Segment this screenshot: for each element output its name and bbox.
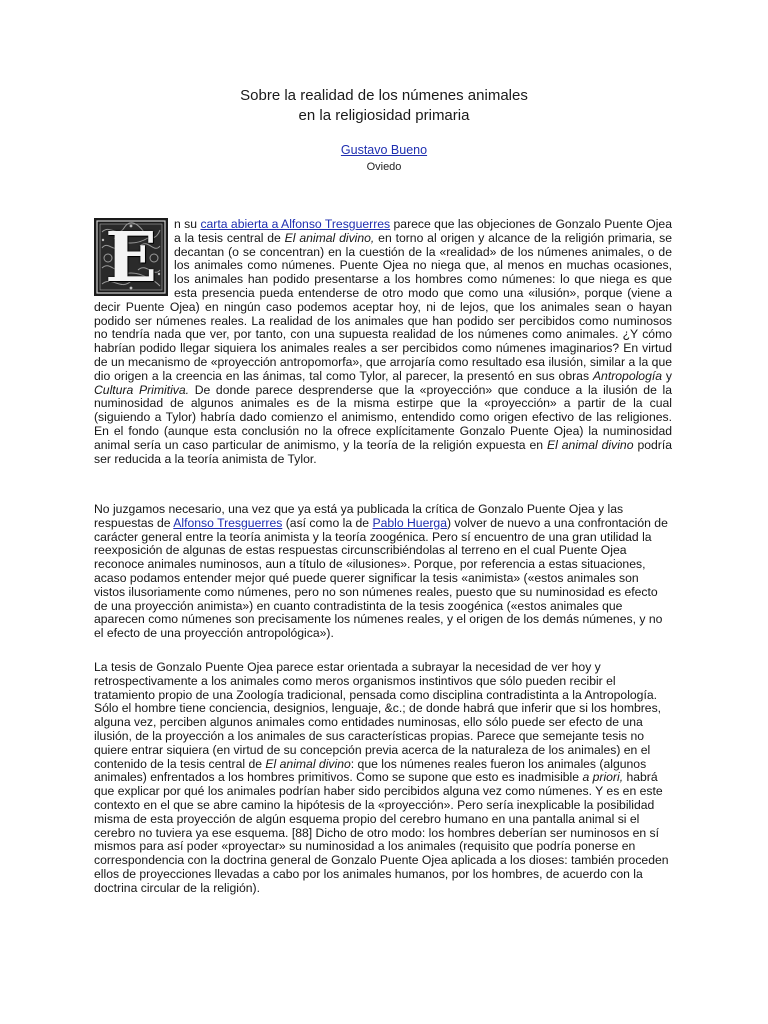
p1-italic-4: El animal divino: [546, 437, 634, 452]
p3-italic-1: El animal divino: [265, 756, 351, 771]
author-link[interactable]: Gustavo Bueno: [340, 143, 428, 157]
paragraph-2-text: [94, 503, 672, 641]
paragraph-1-text: [94, 218, 672, 466]
paragraph-3: [94, 661, 672, 896]
p3-text-2: : que los númenes reales fueron los animales (algunos animales) enfrentados a los hombres primitivos. Como se supone que esto es inadmisible: [94, 756, 647, 785]
p3-text-1: La tesis de Gonzalo Puente Ojea parece estar orientada a subrayar la necesidad de ver hoy y retrospectivamente a los animales como meros organismos instintivos que sólo pueden recibir el tratamiento propio de una Zoología tradicional, pensada como disciplina contradistinta a la Antropología. Sólo el hombre tiene conciencia, designios, lenguaje, &c.; de donde habrá que inferir que si los hombres, alguna vez, perciben algunos animales como entidades numinosas, ello sólo puede ser efecto de una ilusión, de la proyección a los animales de sus características propias. Parece que semejante tesis no quiere entrar siquiera (en virtud de su concepción previa acerca de la naturaleza de los animales) en el contenido de la tesis central de: [94, 660, 662, 771]
author-line: [0, 142, 768, 158]
p1-text-5: podría ser reducida a la teoría animista de Tylor.: [94, 437, 672, 466]
p3-italic-2: a priori,: [582, 770, 624, 785]
p2-text-2: (así como la de: [282, 515, 373, 530]
dropcap-letter: E: [105, 218, 157, 298]
p1-italic-2: Antropología: [592, 368, 663, 383]
ornate-initial-e-icon: [94, 218, 168, 296]
p1-italic-3: Cultura Primitiva.: [94, 382, 190, 397]
paragraph-3-text: [94, 661, 672, 896]
p2-text-1: No juzgamos necesario, una vez que ya está ya publicada la crítica de Gonzalo Puente Ojea y las respuestas de: [94, 502, 624, 530]
paragraph-2: [94, 503, 672, 641]
p1-italic-1: El animal divino,: [284, 230, 375, 245]
author-place: Oviedo: [366, 161, 402, 173]
p3-text-3: habrá que explicar por qué los animales podrían haber sido percibidos alguna vez como númenes. Y es en este contexto en el que se abre camino la hipótesis de la «proyección». Pero sería inexplicable la posibilidad misma de esta proyección de algún esquema propio del cerebro humano en una pantalla animal si el cerebro no tuviera ya ese esquema. [88] Dicho de otro modo: los hombres deberían ser numinosos en sí mismos para así poder «proyectar» su numinosidad a los animales (requisito que podría ponerse en correspondencia con la doctrina general de Gonzalo Puente Ojea aplicada a los dioses: también proceden ellos de proyecciones llevadas a cabo por los animales humanos, por los hombres, de acuerdo con la doctrina circular de la religión).: [94, 770, 669, 895]
p1-text-4: De donde parece desprenderse que la «proyección» que conduce a la ilusión de la numinosidad de algunos animales es de la misma estirpe que la «proyección» a partir de la cual (siguiendo a Tylor) habría dado comienzo el animismo, entendido como origen efectivo de las religiones. En el fondo (aunque esta conclusión no la ofrece explícitamente Gonzalo Puente Ojea) la numinosidad animal sería un caso particular de animismo, y la teoría de la religión expuesta en: [94, 382, 672, 452]
p1-text-3: y: [662, 368, 672, 383]
link-alfonso-tresguerres[interactable]: Alfonso Tresguerres: [173, 515, 283, 530]
p2-text-3: ) volver de nuevo a una confrontación de carácter general entre la teoría animista y la teoría zoogénica. Pero sí encuentro de una gran utilidad la reexposición de algunas de estas respuestas circunscribiéndolas al terreno en el cual Puente Ojea reconoce animales numinosos, aun a título de «ilusiones». Porque, por referencia a estas situaciones, acaso podamos entender mejor qué puede querer significar la tesis «animista» («estos animales son vistos ilusoriamente como númenes, pero no son númenes reales, puesto que su numinosidad es efecto de una proyección animista») en cuanto contradistinta de la tesis zoogénica («estos animales que aparecen como númenes son precisamente los númenes reales, y el origen de los demás númenes, y no el efecto de una proyección antropológica»).: [94, 515, 668, 641]
link-pablo-huerga[interactable]: Pablo Huerga: [372, 515, 447, 530]
p1-text-2: en torno al origen y alcance de la religión primaria, se decantan (o se concentran) en la cuestión de la «realidad» de los númenes animales, o de los animales como númenes. Puente Ojea no niega que, al menos en muchas ocasiones, los animales han podido presentarse a los hombres como númenes: lo que niega es que esta presencia pueda entenderse de otro modo que como una «ilusión», porque (viene a decir Puente Ojea) en ningún caso podemos aceptar hoy, ni de lejos, que los animales sean o hayan podido ser númenes reales. La realidad de los animales que han podido ser percibidos como numinosos no tendría nada que ver, por tanto, con una supuesta realidad de los númenes como animales. ¿Y cómo habrían podido llegar siquiera los animales reales a ser percibidos como númenes imaginarios? En virtud de un mecanismo de «proyección antropomorfa», que arrojaría como resultado esa ilusión, similar a la que dio origen a la creencia en las ánimas, tal como Tylor, al parecer, la presentó en sus obras: [94, 230, 672, 383]
paragraph-1: [94, 218, 672, 466]
title-line-2: en la religiosidad primaria: [298, 107, 470, 124]
p1-lead: n su: [174, 217, 201, 231]
p1-text-1: parece que las objeciones de Gonzalo Puente Ojea a la tesis central de: [174, 217, 672, 245]
title-line-1: Sobre la realidad de los númenes animales: [240, 87, 528, 104]
article-title: [0, 86, 768, 126]
link-carta-abierta[interactable]: carta abierta a Alfonso Tresguerres: [200, 217, 391, 231]
